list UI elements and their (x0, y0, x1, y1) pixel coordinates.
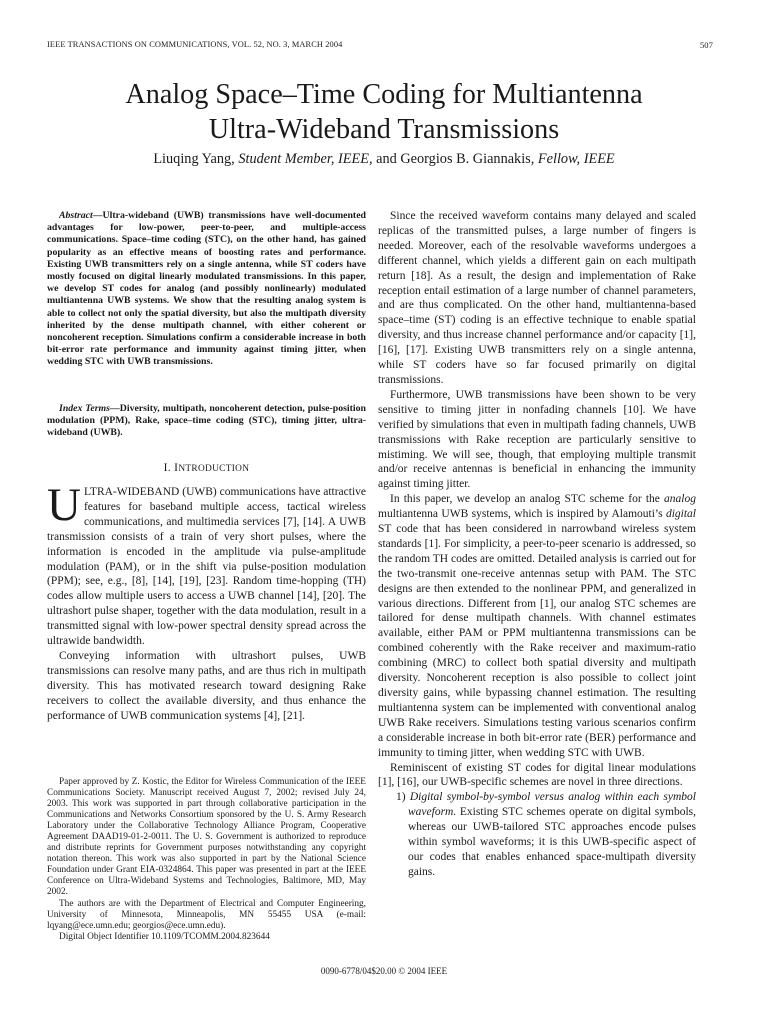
p3-digital: digital (665, 508, 696, 521)
right-column (378, 209, 696, 880)
abstract-text: Ultra-wideband (UWB) transmissions have well-documented advantages for low-power, peer-to-peer, and multiple-access communications. Space–time coding (STC), on the other hand, has gained popularity as an effective means of boosting rates and performance. Existing UWB transmitters rely on a single antenna, while ST coders have mostly focused on digital linearly modulated transmissions. In this paper, we develop ST codes for analog (and possibly nonlinearly) modulated multiantenna UWB systems. We show that the resulting analog system is able to collect not only the spatial diversity, but also the multipath diversity inherited by the dense multipath channel, with either coherent or noncoherent reception. Simulations confirm a considerable increase in both bit-error rate performance and immunity against timing jitter, when wedding STC with UWB transmissions. (47, 210, 366, 368)
footnote (47, 777, 366, 943)
index-terms-text: Diversity, multipath, noncoherent detection, pulse-position modulation (PPM), Rake, space–time coding (STC), timing jitter, ultra-wideband (UWB). (47, 403, 366, 439)
paper-title (0, 77, 768, 147)
author-1: Liuqing Yang, (153, 151, 235, 167)
intro-paragraph-1 (47, 479, 366, 649)
section-title-cap: I (174, 462, 179, 474)
copyright-footer: 0090-6778/04$20.00 © 2004 IEEE (320, 966, 448, 976)
p3-part-c: ST code that has been considered in narrowband wireless system standards [1]. For simplicity, a peer-to-peer scenario is addressed, so the random TH codes are omitted. Detailed analysis is carried out for the two-transmit one-receive antennas setup with PAM. The STC designs are then extended to the nonlinear PPM, and generalized in various directions. Different from [1], our analog STC schemes are tailored for dense multipath channels. With channel estimates available, either PAM or PPM multiantenna transmissions can be combined coherently with the Rake receiver and maximum-ratio combining (MRC) to collect both spatial diversity and multipath diversity. Noncoherent reception is also possible to collect joint diversity gains, while bypassing channel estimation. The resulting multiantenna system can be implemented with conventional analog UWB Rake receivers. Simulations testing various scenarios confirm a considerable increase in both bit-error rate (BER) performance and immunity to timing jitter, when wedding STC with UWB. (378, 523, 696, 759)
section-number: I. (163, 462, 171, 474)
right-paragraph-4: Reminiscent of existing ST codes for digital linear modulations [1], [16], our UWB-specific schemes are novel in three directions. (378, 761, 696, 789)
right-paragraph-3 (378, 492, 696, 760)
page-number: 507 (700, 40, 713, 50)
section-title-rest: NTRODUCTION (178, 464, 250, 474)
author-1-role: Student Member, IEEE, (238, 151, 373, 167)
author-2-role: Fellow, IEEE (537, 151, 615, 167)
drop-cap: U (47, 479, 81, 531)
author-2: Georgios B. Giannakis, (400, 151, 535, 167)
p3-part-a: In this paper, we develop an analog STC scheme for the (390, 493, 660, 506)
right-paragraph-2: Furthermore, UWB transmissions have been shown to be very sensitive to timing jitter in nonfading channels [10]. We have verified by simulations that even in multipath fading channels, UWB transmissions with Rake reception are particularly sensitive to mistiming. We will see, though, that employing multiple transmit and/or receive antennas is beneficial in enhancing the immunity against timing jitter. (378, 388, 696, 491)
index-terms-lead: Index Terms— (59, 403, 120, 414)
author-connector: and (376, 151, 397, 167)
list-item-1-title: Digital symbol-by-symbol versus analog within each symbol waveform. (408, 791, 697, 819)
abstract-lead: Abstract— (59, 210, 103, 221)
introduction-body (47, 479, 366, 724)
p3-part-b: multiantenna UWB systems, which is inspired by Alamouti’s (378, 508, 663, 521)
intro-paragraph-1-text: LTRA-WIDEBAND (UWB) communications have attractive features for baseband multiple access, tactical wireless communications, and multimedia services [7], [14]. A UWB transmission consists of a train of very short pulses, where the information is encoded in the amplitude via pulse-amplitude modulation (PAM), or in the shift via pulse-position modulation (PPM); see, e.g., [8], [14], [19], [23]. Random time-hopping (TH) codes allow multiple users to access a UWB channel [14], [20]. The ultrashort pulse shaper, together with the data modulation, result in a transmitted signal with low-power spectral density spread across the ultrawide bandwidth. (47, 486, 366, 648)
list-item-1-text: Existing STC schemes operate on digital symbols, whereas our UWB-tailored STC approaches encode pulses within symbol waveforms; it is this UWB-specific aspect of our codes that enables enhanced space-multipath diversity gains. (408, 806, 697, 878)
footnote-doi: Digital Object Identifier 10.1109/TCOMM.2004.823644 (59, 931, 270, 942)
footnote-paragraph-1: Paper approved by Z. Kostic, the Editor for Wireless Communication of the IEEE Communications Society. Manuscript received August 7, 2002; revised July 24, 2003. This work was supported in part through collaborative participation in the Communications and Networks Consortium sponsored by the U. S. Army Research Laboratory under the Collaborative Technology Alliance Program, Cooperative Agreement DAAD19-01-2-0011. The U. S. Government is authorized to reproduce and distribute reprints for Government purposes notwithstanding any copyright notation thereon. This work was also supported in part by the National Science Foundation under Grant EIA-0324864. This paper was presented in part at the IEEE Conference on Ultra-Wideband Systems and Technologies, Baltimore, MD, May 2002. (47, 777, 366, 898)
footnote-paragraph-2: The authors are with the Department of Electrical and Computer Engineering, University of Minnesota, Minneapolis, MN 55455 USA (e-mail: lqyang@ece.umn.edu; georgios@ece.umn.edu). (47, 898, 366, 931)
right-paragraph-1: Since the received waveform contains many delayed and scaled replicas of the transmitted pulses, a large number of fingers is needed. Moreover, each of the resolvable waveforms undergoes a different channel, which yields a different gain on each multipath return [18]. As a result, the design and implementation of Rake reception entail estimation of a large number of channel parameters, and are thus complicated. On the other hand, multiantenna-based space–time (ST) coding is an effective technique to enable spatial diversity, and thus increase channel performance and/or capacity [1], [16], [17]. Existing UWB transmitters rely on a single antenna, while ST coders have so far focused primarily on digital transmissions. (378, 210, 696, 386)
title-line-1: Analog Space–Time Coding for Multiantenna (125, 79, 643, 110)
journal-header: IEEE TRANSACTIONS ON COMMUNICATIONS, VOL. 52, NO. 3, MARCH 2004 (47, 40, 343, 49)
index-terms (47, 403, 366, 440)
list-item-1 (378, 790, 696, 879)
abstract (47, 210, 366, 369)
p3-analog: analog (664, 493, 696, 506)
author-line (0, 151, 768, 168)
section-heading (47, 462, 366, 474)
list-item-1-number: 1) (396, 791, 406, 804)
title-line-2: Ultra-Wideband Transmissions (208, 114, 560, 145)
intro-paragraph-2: Conveying information with ultrashort pulses, UWB transmissions can resolve many paths, and are thus rich in multipath diversity. This has motivated research toward designing Rake receivers to collect the available diversity, and thus enhance the performance of UWB communication systems [4], [21]. (47, 649, 366, 722)
